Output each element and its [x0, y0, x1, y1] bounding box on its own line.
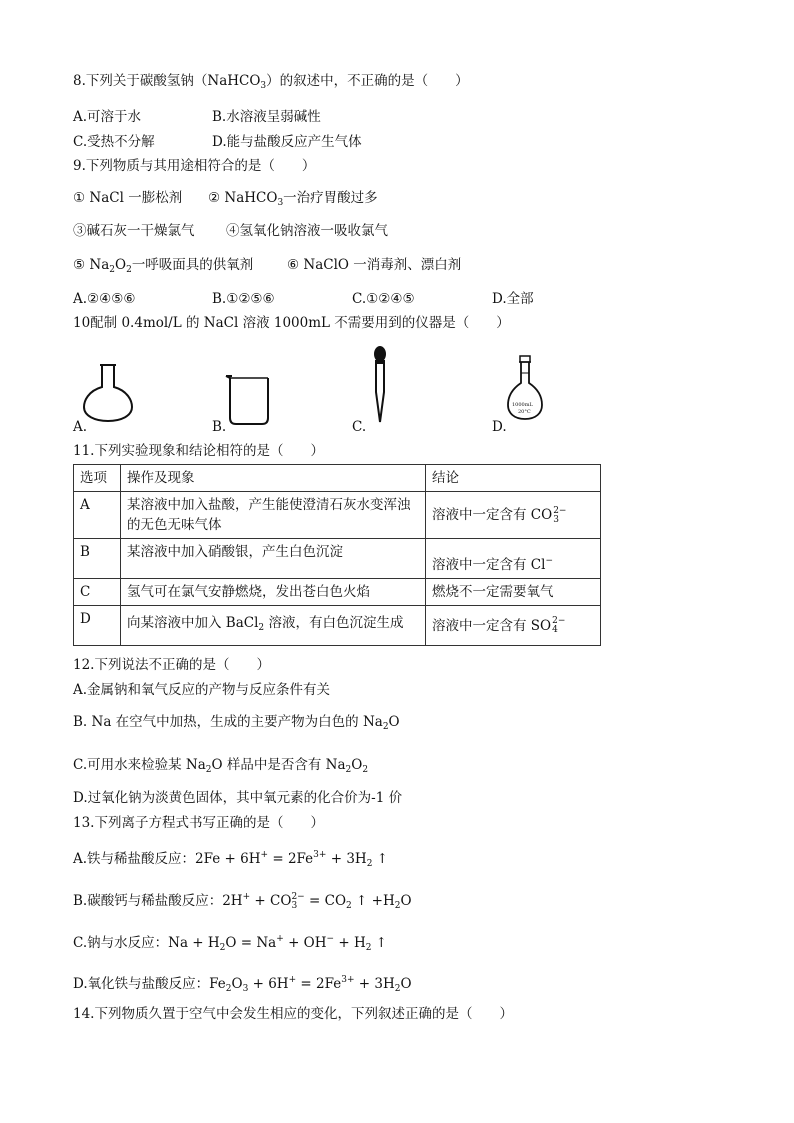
q9-item-3: ③碱石灰一干燥氯气	[73, 223, 195, 239]
q13-option-d	[73, 970, 412, 999]
q13-option-b	[73, 887, 412, 916]
q9-item-1: ① NaCl 一膨松剂	[73, 190, 183, 206]
q12-option-b-sub: 2	[382, 722, 389, 732]
q9-item-4: ④氢氧化钠溶液一吸收氯气	[226, 223, 388, 239]
q13-option-b-label: B.碳酸钙与稀盐酸反应：	[73, 893, 223, 909]
table-cell-option: A	[74, 492, 121, 539]
conclusion-text: 溶液中一定含有 Cl	[432, 557, 546, 573]
table-cell-operation	[121, 606, 426, 646]
conclusion-text: 溶液中一定含有 CO	[432, 507, 553, 523]
q13-option-c	[73, 929, 387, 958]
q14-stem: 14.下列物质久置于空气中会发生相应的变化，下列叙述正确的是（ ）	[73, 1006, 513, 1022]
q9-item-2-pre: ② NaHCO	[208, 190, 278, 206]
q10-stem: 10配制 0.4mol/L 的 NaCl 溶液 1000mL 不需要用到的仪器是（ ）	[73, 315, 510, 331]
q13-equation-c: $Na + H_2O = Na^+ + OH^- + H_2$ ↑	[168, 934, 388, 953]
q12-option-c-mid: O 样品中是否含有 Na	[211, 757, 346, 773]
table-cell-option: C	[74, 579, 121, 606]
q8-stem-pre: 8.下列关于碳酸氢钠（	[73, 73, 208, 89]
dropper-icon	[370, 346, 390, 426]
table-header-conclusion: 结论	[426, 465, 601, 492]
q10-option-d: D.	[492, 419, 507, 435]
q8-option-d: D.能与盐酸反应产生气体	[212, 134, 362, 150]
q9-option-b: B.①②⑤⑥	[212, 291, 275, 307]
q9-item-5-sub2: 2	[126, 265, 132, 275]
q8-stem-post: ）的叙述中，不正确的是（ ）	[266, 73, 469, 89]
table-header-row	[74, 465, 601, 492]
table-row	[74, 606, 601, 646]
q9-stem: 9.下列物质与其用途相符合的是（ ）	[73, 158, 316, 174]
q10-option-b: B.	[212, 419, 227, 435]
q13-equation-b: 2H+ + CO 2− 3 = $CO_2$ ↑ $+H_2O$	[222, 891, 412, 911]
table-row	[74, 539, 601, 579]
q9-item-5-sub1: 2	[109, 265, 115, 275]
q10-option-c: C.	[352, 419, 367, 435]
q10-option-a: A.	[73, 419, 88, 435]
volumetric-flask-label-temp: 20°C	[518, 409, 531, 415]
q9-item-5	[73, 255, 253, 280]
q9-item-2-post: 一治疗胃酸过多	[283, 190, 378, 206]
conclusion-sub: 4	[552, 625, 558, 635]
q9-item-6: ⑥ NaClO 一消毒剂、漂白剂	[287, 257, 462, 273]
table-header-option: 选项	[74, 465, 121, 492]
conclusion-text: 溶液中一定含有 SO	[432, 617, 552, 634]
q9-item-2	[208, 188, 378, 213]
q12-option-c	[73, 755, 368, 780]
q11-stem: 11.下列实验现象和结论相符的是（ ）	[73, 443, 324, 459]
q13-option-d-label: D.氧化铁与盐酸反应：	[73, 976, 210, 992]
conclusion-sup: 2−	[552, 616, 566, 626]
q9-option-d: D.全部	[492, 291, 534, 307]
operation-text-post: 溶液，有白色沉淀生成	[264, 615, 404, 631]
q12-option-c-sub3: 2	[362, 765, 369, 775]
experiment-table	[73, 464, 601, 646]
q9-item-2-sub: 3	[277, 198, 284, 208]
q13-option-a	[73, 845, 388, 874]
operation-text-pre: 向某溶液中加入 BaCl	[127, 615, 259, 631]
q12-option-b-pre: B. Na 在空气中加热，生成的主要产物为白色的 Na	[73, 714, 383, 730]
q12-option-a: A.金属钠和氧气反应的产物与反应条件有关	[73, 682, 331, 698]
q12-option-b	[73, 712, 400, 737]
table-cell-operation: 某溶液中加入硝酸银，产生白色沉淀	[121, 539, 426, 579]
q13-option-c-label: C.钠与水反应：	[73, 935, 169, 951]
q13-option-a-label: A.铁与稀盐酸反应：	[73, 851, 196, 867]
q13-stem: 13.下列离子方程式书写正确的是（ ）	[73, 815, 324, 831]
table-cell-conclusion	[426, 492, 601, 539]
q13-equation-a: $2Fe + 6H^+ = 2Fe^{3+} + 3H_2$ ↑	[195, 850, 389, 869]
volumetric-flask-label-volume: 1000mL	[512, 402, 533, 408]
q12-option-d: D.过氧化钠为淡黄色固体，其中氧元素的化合价为-1 价	[73, 790, 403, 806]
q12-option-c-pre: C.可用水来检验某 Na	[73, 757, 206, 773]
beaker-icon	[224, 374, 274, 426]
q8-stem	[73, 71, 469, 96]
table-cell-operation: 某溶液中加入盐酸，产生能使澄清石灰水变浑浊的无色无味气体	[121, 492, 426, 539]
q12-option-c-mid2: O	[351, 757, 363, 773]
q12-option-c-sub2: 2	[345, 765, 352, 775]
q12-stem: 12.下列说法不正确的是（ ）	[73, 657, 270, 673]
table-cell-option: B	[74, 539, 121, 579]
q9-item-5-post: 一呼吸面具的供氧剂	[131, 257, 254, 273]
q12-option-b-post: O	[388, 714, 400, 730]
q8-option-b: B.水溶液呈弱碱性	[212, 109, 321, 125]
table-header-operation: 操作及现象	[121, 465, 426, 492]
conclusion-sup: 2−	[553, 505, 567, 516]
table-cell-conclusion	[426, 606, 601, 646]
round-bottom-flask-icon	[82, 363, 134, 423]
q9-item-5-pre: ⑤ Na	[73, 257, 110, 273]
q8-formula-sub: 3	[260, 81, 267, 91]
operation-sub: 2	[258, 623, 265, 633]
conclusion-sup: −	[545, 556, 553, 566]
table-cell-option: D	[74, 606, 121, 646]
q9-option-a: A.②④⑤⑥	[73, 291, 136, 307]
q9-item-5-mid: O	[115, 257, 127, 273]
conclusion-sub: 3	[553, 514, 559, 525]
q13-equation-d: $Fe_2O_3 + 6H^+ = 2Fe^{3+} + 3H_2O$	[209, 975, 412, 994]
table-row	[74, 492, 601, 539]
q8-option-c: C.受热不分解	[73, 134, 155, 150]
q9-option-c: C.①②④⑤	[352, 291, 415, 307]
table-cell-operation: 氢气可在氯气安静燃烧，发出苍白色火焰	[121, 579, 426, 606]
table-cell-conclusion	[426, 539, 601, 579]
q12-option-c-sub1: 2	[205, 765, 212, 775]
q8-formula: NaHCO	[207, 73, 261, 89]
table-row	[74, 579, 601, 606]
q8-option-a: A.可溶于水	[73, 109, 142, 125]
table-cell-conclusion: 燃烧不一定需要氧气	[426, 579, 601, 606]
